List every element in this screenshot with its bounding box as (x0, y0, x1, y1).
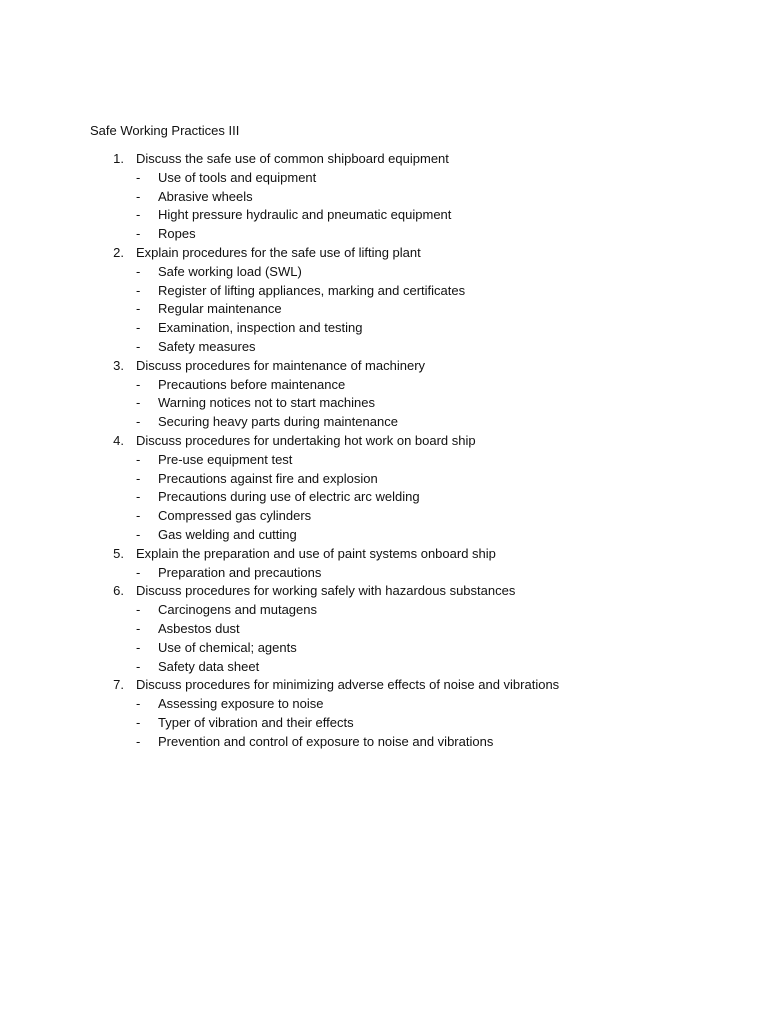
sub-item-text: Asbestos dust (158, 620, 240, 636)
dash-bullet-icon: - (136, 639, 141, 655)
sub-item (0, 507, 768, 526)
sub-item-text: Securing heavy parts during maintenance (158, 414, 398, 430)
dash-bullet-icon: - (136, 658, 141, 674)
sub-item-text: Warning notices not to start machines (158, 395, 376, 411)
sub-item-text: Compressed gas cylinders (158, 508, 312, 524)
dash-bullet-icon: - (136, 395, 141, 411)
dash-bullet-icon: - (136, 526, 141, 542)
sub-item (0, 319, 768, 338)
dash-bullet-icon: - (136, 564, 141, 580)
sub-item (0, 526, 768, 545)
item-text: Explain the preparation and use of paint systems onboard ship (136, 545, 496, 561)
outline-item (0, 244, 768, 263)
sub-item (0, 376, 768, 395)
sub-item-text: Assessing exposure to noise (158, 696, 324, 712)
dash-bullet-icon: - (136, 470, 141, 486)
sub-item (0, 300, 768, 319)
document-title: Safe Working Practices III (90, 123, 240, 138)
item-text: Discuss procedures for maintenance of machinery (136, 357, 426, 373)
sub-item-text: Precautions against fire and explosion (158, 470, 378, 486)
dash-bullet-icon: - (136, 320, 141, 336)
item-text: Discuss procedures for minimizing adverse effects of noise and vibrations (136, 677, 560, 693)
sub-item-text: Preparation and precautions (158, 564, 322, 580)
sub-item (0, 413, 768, 432)
sub-item-text: Pre-use equipment test (158, 451, 293, 467)
numbered-outline (0, 150, 768, 752)
sub-item (0, 394, 768, 413)
sub-item (0, 714, 768, 733)
sub-item-text: Ropes (158, 226, 196, 242)
sub-item-text: Precautions before maintenance (158, 376, 346, 392)
sub-item (0, 282, 768, 301)
sub-item-text: Register of lifting appliances, marking and certificates (158, 282, 466, 298)
sub-item (0, 338, 768, 357)
outline-item (0, 582, 768, 601)
sub-item (0, 263, 768, 282)
dash-bullet-icon: - (136, 282, 141, 298)
sub-item-text: Use of tools and equipment (158, 169, 317, 185)
sub-item-text: Use of chemical; agents (158, 639, 297, 655)
sub-item-text: Hight pressure hydraulic and pneumatic equipment (158, 207, 452, 223)
outline-item (0, 150, 768, 169)
dash-bullet-icon: - (136, 489, 141, 505)
sub-item (0, 620, 768, 639)
dash-bullet-icon: - (136, 451, 141, 467)
sub-item (0, 695, 768, 714)
dash-bullet-icon: - (136, 602, 141, 618)
outline-item (0, 545, 768, 564)
sub-item (0, 451, 768, 470)
sub-item-text: Gas welding and cutting (158, 526, 297, 542)
outline-item (0, 432, 768, 451)
dash-bullet-icon: - (136, 169, 141, 185)
dash-bullet-icon: - (136, 696, 141, 712)
item-number: 6. (113, 583, 124, 599)
sub-item-text: Regular maintenance (158, 301, 282, 317)
item-text: Explain procedures for the safe use of lifting plant (136, 244, 421, 260)
sub-item-text: Typer of vibration and their effects (158, 714, 354, 730)
sub-item (0, 658, 768, 677)
sub-item-text: Examination, inspection and testing (158, 320, 363, 336)
item-number: 2. (113, 244, 124, 260)
sub-item (0, 488, 768, 507)
sub-item (0, 733, 768, 752)
item-number: 5. (113, 545, 124, 561)
item-text: Discuss procedures for undertaking hot work on board ship (136, 432, 476, 448)
sub-item (0, 169, 768, 188)
sub-item (0, 564, 768, 583)
dash-bullet-icon: - (136, 733, 141, 749)
dash-bullet-icon: - (136, 714, 141, 730)
sub-item (0, 188, 768, 207)
outline-item (0, 676, 768, 695)
sub-item-text: Safety measures (158, 338, 256, 354)
sub-item (0, 225, 768, 244)
dash-bullet-icon: - (136, 188, 141, 204)
dash-bullet-icon: - (136, 620, 141, 636)
sub-item-text: Safety data sheet (158, 658, 260, 674)
sub-item (0, 206, 768, 225)
dash-bullet-icon: - (136, 376, 141, 392)
outline-item (0, 357, 768, 376)
dash-bullet-icon: - (136, 508, 141, 524)
sub-item-text: Prevention and control of exposure to noise and vibrations (158, 733, 494, 749)
item-text: Discuss the safe use of common shipboard equipment (136, 151, 449, 166)
dash-bullet-icon: - (136, 226, 141, 242)
item-number: 4. (113, 432, 124, 448)
dash-bullet-icon: - (136, 207, 141, 223)
dash-bullet-icon: - (136, 338, 141, 354)
item-number: 1. (113, 151, 124, 166)
dash-bullet-icon: - (136, 263, 141, 279)
dash-bullet-icon: - (136, 414, 141, 430)
item-text: Discuss procedures for working safely with hazardous substances (136, 583, 516, 599)
sub-item (0, 639, 768, 658)
sub-item-text: Abrasive wheels (158, 188, 253, 204)
sub-item (0, 470, 768, 489)
item-number: 3. (113, 357, 124, 373)
item-number: 7. (113, 677, 124, 693)
sub-item-text: Safe working load (SWL) (158, 263, 302, 279)
sub-item-text: Carcinogens and mutagens (158, 602, 317, 618)
sub-item-text: Precautions during use of electric arc welding (158, 489, 420, 505)
sub-item (0, 601, 768, 620)
dash-bullet-icon: - (136, 301, 141, 317)
